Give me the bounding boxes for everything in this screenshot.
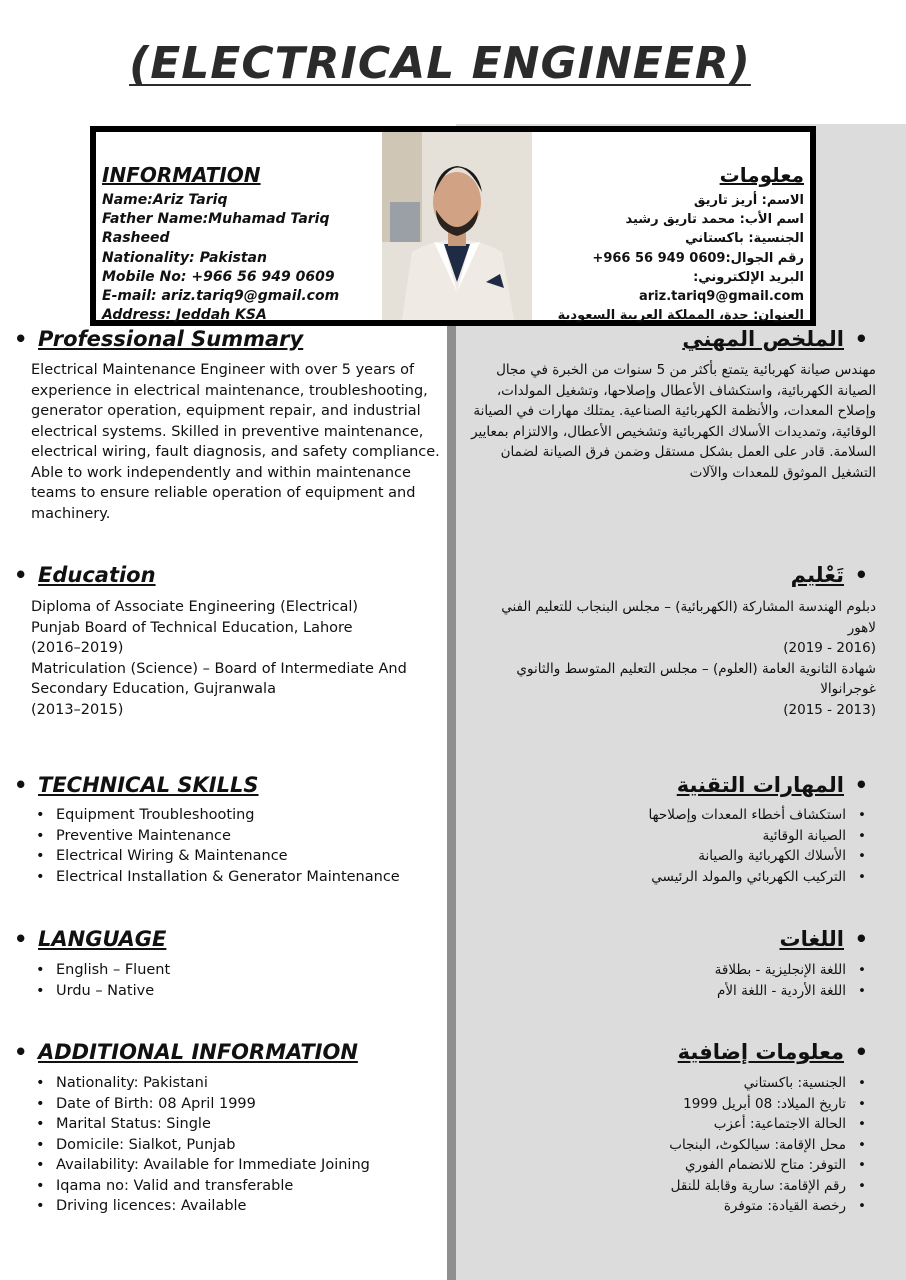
list-item: • Electrical Wiring & Maintenance — [36, 846, 400, 867]
education-list-en — [31, 597, 446, 720]
info-english — [102, 162, 382, 325]
info-email-ar: البريد الإلكتروني: ariz.tariq9@gmail.com — [638, 269, 804, 305]
page-title: (ELECTRICAL ENGINEER) — [129, 38, 751, 89]
list-item: • Preventive Maintenance — [36, 826, 400, 847]
skills-heading-ar: • المهارات التقنية — [677, 773, 868, 797]
list-item: • التركيب الكهربائي والمولد الرئيسي — [649, 867, 866, 888]
list-item: • Availability: Available for Immediate Joining — [36, 1155, 370, 1176]
profile-photo-illustration — [382, 132, 532, 320]
additional-heading-en: • ADDITIONAL INFORMATION — [14, 1040, 358, 1064]
education-line-ar: (2013 - 2015) — [783, 701, 876, 718]
education-line: Diploma of Associate Engineering (Electrical) — [31, 599, 359, 615]
summary-heading-ar: • الملخص المهني — [682, 327, 868, 351]
info-name-en: Name:Ariz Tariq — [102, 192, 228, 208]
info-mobile-en: Mobile No: +966 56 949 0609 — [102, 268, 335, 285]
education-line: Matriculation (Science) – Board of Intermediate And Secondary Education, Gujranwala — [31, 660, 407, 697]
list-item: • رخصة القيادة: متوفرة — [669, 1196, 866, 1217]
list-item: • اللغة الإنجليزية - بطلاقة — [715, 960, 866, 981]
info-heading-en: INFORMATION — [102, 163, 261, 187]
summary-text-en: Electrical Maintenance Engineer with over 5 years of experience in electrical maintenance, troubleshooting, generator operation, equipment repair, and industrial electrical systems. Skilled in preventive maintenance, electrical wiring, fault diagnosis, and safety compliance. Able to work independently and within maintenance teams to ensure reliable operation of equipment and machinery. — [31, 362, 440, 522]
list-item: • التوفر: متاح للانضمام الفوري — [669, 1155, 866, 1176]
list-item: • Equipment Troubleshooting — [36, 805, 400, 826]
skills-heading-en: • TECHNICAL SKILLS — [14, 773, 259, 797]
list-item: • Nationality: Pakistani — [36, 1073, 370, 1094]
skills-list-en — [36, 805, 400, 887]
education-line: Punjab Board of Technical Education, Lahore — [31, 619, 353, 636]
additional-heading-ar: • معلومات إضافية — [678, 1040, 868, 1064]
info-name-ar: الاسم: أريز تاريق — [693, 193, 804, 208]
info-mobile-ar: رقم الجوال:0609 949 56 966+ — [592, 250, 804, 266]
info-father-name-en: Father Name:Muhamad Tariq Rasheed — [102, 211, 330, 247]
list-item: • Urdu – Native — [36, 981, 170, 1002]
list-item: • الأسلاك الكهربائية والصيانة — [649, 846, 866, 867]
list-item: • Driving licences: Available — [36, 1196, 370, 1217]
summary-text-ar: مهندس صيانة كهربائية يتمتع بأكثر من 5 سنوات من الخبرة في مجال الصيانة الكهربائية، واستكشاف الأعطال وإصلاحها، وتشغيل المولدات، وإصلاح المعدات، والأنظمة الكهربائية الصناعية. يمتلك مهارات في الصيانة الوقائية، وتمديدات الأسلاك الكهربائية وتشخيص الأعطال، والالتزام بمعايير السلامة. قادر على العمل بشكل مستقل وضمن فرق الصيانة لضمان التشغيل الموثوق للمعدات والآلات — [471, 362, 876, 481]
info-email-en: E-mail: ariz.tariq9@gmail.com — [102, 288, 340, 305]
language-heading-en: • LANGUAGE — [14, 927, 166, 951]
list-item: • English – Fluent — [36, 960, 170, 981]
list-item: • Electrical Installation & Generator Maintenance — [36, 867, 400, 888]
additional-list-ar — [669, 1073, 866, 1217]
education-line: (2013–2015) — [31, 701, 124, 718]
list-item: • Iqama no: Valid and transferable — [36, 1176, 370, 1197]
language-list-ar — [715, 960, 866, 1001]
info-nationality-en: Nationality: Pakistan — [102, 249, 267, 266]
info-heading-ar: معلومات — [719, 163, 804, 187]
info-address-ar: العنوان: جدة، المملكة العربية السعودية — [557, 308, 804, 324]
info-father-name-ar: اسم الأب: محمد تاريق رشيد — [625, 212, 804, 228]
education-line-ar: دبلوم الهندسة المشاركة (الكهربائية) – مجلس البنجاب للتعليم الفني لاهور — [501, 599, 876, 636]
education-line: (2016–2019) — [31, 640, 124, 656]
education-heading-en: • Education — [14, 563, 156, 587]
summary-heading-en: • Professional Summary — [14, 327, 303, 351]
list-item: • الحالة الاجتماعية: أعزب — [669, 1114, 866, 1135]
list-item: • Marital Status: Single — [36, 1114, 370, 1135]
info-nationality-ar: الجنسية: باكستاني — [685, 231, 804, 247]
education-list-ar — [471, 597, 876, 720]
list-item: • اللغة الأردية - اللغة الأم — [715, 981, 866, 1002]
language-heading-ar: • اللغات — [780, 927, 869, 951]
info-address-en: Address: Jeddah KSA — [102, 307, 267, 324]
education-line-ar: شهادة الثانوية العامة (العلوم) – مجلس التعليم المتوسط والثانوي غوجرانوالا — [516, 660, 876, 697]
education-heading-ar: • تَعْليم — [791, 563, 868, 587]
info-box — [90, 126, 816, 326]
list-item: • محل الإقامة: سيالكوٹ، البنجاب — [669, 1135, 866, 1156]
profile-photo — [382, 132, 532, 320]
additional-list-en — [36, 1073, 370, 1217]
info-arabic — [534, 162, 804, 325]
column-divider — [447, 325, 456, 1280]
list-item: • رقم الإقامة: سارية وقابلة للنقل — [669, 1176, 866, 1197]
list-item: • استكشاف أخطاء المعدات وإصلاحها — [649, 805, 866, 826]
skills-list-ar — [649, 805, 866, 887]
education-line-ar: (2016 - 2019) — [783, 640, 876, 656]
list-item: • تاريخ الميلاد: 08 أبريل 1999 — [669, 1094, 866, 1115]
list-item: • Date of Birth: 08 April 1999 — [36, 1094, 370, 1115]
list-item: • الجنسية: باكستاني — [669, 1073, 866, 1094]
list-item: • الصيانة الوقائية — [649, 826, 866, 847]
language-list-en — [36, 960, 170, 1001]
list-item: • Domicile: Sialkot, Punjab — [36, 1135, 370, 1156]
